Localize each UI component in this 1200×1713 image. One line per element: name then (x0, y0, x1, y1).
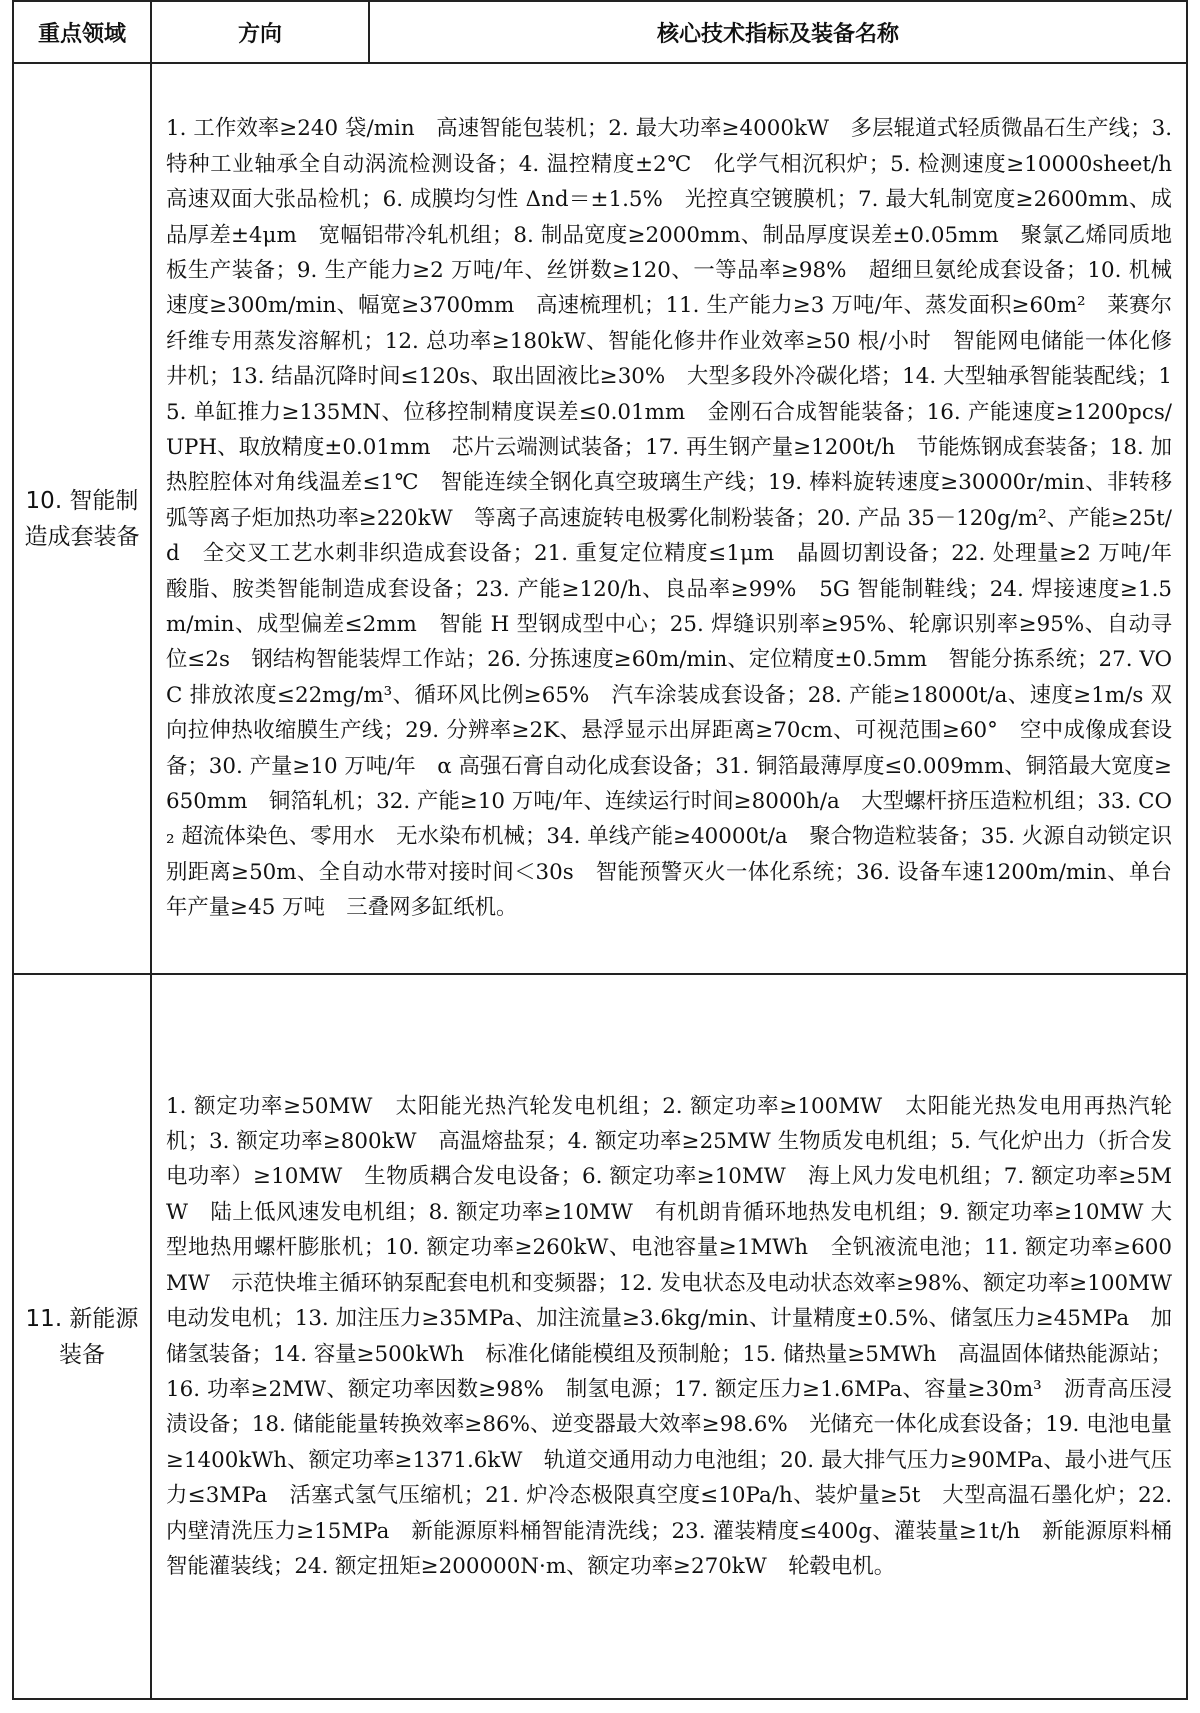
content-cell: 1. 额定功率≥50MW 太阳能光热汽轮发电机组；2. 额定功率≥100MW 太阳能光热发电用再热汽轮机；3. 额定功率≥800kW 高温熔盐泵；4. 额定功率≥25MW 生物质发电机组；5. 气化炉出力（折合发电功率）≥10MW 生物质耦合发电设备；6. 额定功率≥10MW 海上风力发电机组；7. 额定功率≥5MW 陆上低风速发电机组；8. 额定功率≥10MW 有机朗肯循环地热发电机组；9. 额定功率≥10MW 大型地热用螺杆膨胀机；10. 额定功率≥260kW、电池容量≥1MWh 全钒液流电池；11. 额定功率≥600MW 示范快堆主循环钠泵配套电机和变频器；12. 发电状态及电动状态效率≥98%、额定功率≥100MW 电动发电机；13. 加注压力≥35MPa、加注流量≥3.6kg/min、计量精度±0.5%、储氢压力≥45MPa 加储氢装备；14. 容量≥500kWh 标准化储能模组及预制舱；15. 储热量≥5MWh 高温固体储热能源站；16. 功率≥2MW、额定功率因数≥98% 制氢电源；17. 额定压力≥1.6MPa、容量≥30m³ 沥青高压浸渍设备；18. 储能能量转换效率≥86%、逆变器最大效率≥98.6% 光储充一体化成套设备；19. 电池电量≥1400kWh、额定功率≥1371.6kW 轨道交通用动力电池组；20. 最大排气压力≥90MPa、最小进气压力≤3MPa 活塞式氢气压缩机；21. 炉冷态极限真空度≤10Pa/h、装炉量≥5t 大型高温石墨化炉；22. 内壁清洗压力≥15MPa 新能源原料桶智能清洗线；23. 灌装精度≤400g、灌装量≥1t/h 新能源原料桶智能灌装线；24. 额定扭矩≥200000N·m、额定功率≥270kW 轮毂电机。 (151, 974, 1187, 1699)
table-row (13, 974, 1187, 1699)
header-area: 重点领域 (13, 1, 151, 63)
area-cell: 10. 智能制造成套装备 (13, 63, 151, 974)
area-cell: 11. 新能源装备 (13, 974, 151, 1699)
equipment-table (12, 0, 1194, 1700)
header-direction: 方向 (151, 1, 369, 63)
table-row (13, 63, 1187, 974)
content-cell: 1. 工作效率≥240 袋/min 高速智能包装机；2. 最大功率≥4000kW 多层辊道式轻质微晶石生产线；3. 特种工业轴承全自动涡流检测设备；4. 温控精度±2℃ 化学气相沉积炉；5. 检测速度≥10000sheet/h 高速双面大张品检机；6. 成膜均匀性 Δnd＝±1.5% 光控真空镀膜机；7. 最大轧制宽度≥2600mm、成品厚差±4μm 宽幅铝带冷轧机组；8. 制品宽度≥2000mm、制品厚度误差±0.05mm 聚氯乙烯同质地板生产装备；9. 生产能力≥2 万吨/年、丝饼数≥120、一等品率≥98% 超细旦氨纶成套设备；10. 机械速度≥300m/min、幅宽≥3700mm 高速梳理机；11. 生产能力≥3 万吨/年、蒸发面积≥60m² 莱赛尔纤维专用蒸发溶解机；12. 总功率≥180kW、智能化修井作业效率≥50 根/小时 智能网电储能一体化修井机；13. 结晶沉降时间≤120s、取出固液比≥30% 大型多段外冷碳化塔；14. 大型轴承智能装配线；15. 单缸推力≥135MN、位移控制精度误差≤0.01mm 金刚石合成智能装备；16. 产能速度≥1200pcs/UPH、取放精度±0.01mm 芯片云端测试装备；17. 再生钢产量≥1200t/h 节能炼钢成套装备；18. 加热腔腔体对角线温差≤1℃ 智能连续全钢化真空玻璃生产线；19. 棒料旋转速度≥30000r/min、非转移弧等离子炬加热功率≥220kW 等离子高速旋转电极雾化制粉装备；20. 产品 35－120g/m²、产能≥25t/d 全交叉工艺水刺非织造成套设备；21. 重复定位精度≤1μm 晶圆切割设备；22. 处理量≥2 万吨/年 酸脂、胺类智能制造成套设备；23. 产能≥120/h、良品率≥99% 5G 智能制鞋线；24. 焊接速度≥1.5m/min、成型偏差≤2mm 智能 H 型钢成型中心；25. 焊缝识别率≥95%、轮廓识别率≥95%、自动寻位≤2s 钢结构智能装焊工作站；26. 分拣速度≥60m/min、定位精度±0.5mm 智能分拣系统；27. VOC 排放浓度≤22mg/m³、循环风比例≥65% 汽车涂装成套设备；28. 产能≥18000t/a、速度≥1m/s 双向拉伸热收缩膜生产线；29. 分辨率≥2K、悬浮显示出屏距离≥70cm、可视范围≥60° 空中成像成套设备；30. 产量≥10 万吨/年 α 高强石膏自动化成套设备；31. 铜箔最薄厚度≤0.009mm、铜箔最大宽度≥650mm 铜箔轧机；32. 产能≥10 万吨/年、连续运行时间≥8000h/a 大型螺杆挤压造粒机组；33. CO₂ 超流体染色、零用水 无水染布机械；34. 单线产能≥40000t/a 聚合物造粒装备；35. 火源自动锁定识别距离≥50m、全自动水带对接时间＜30s 智能预警灭火一体化系统；36. 设备车速1200m/min、单台年产量≥45 万吨 三叠网多缸纸机。 (151, 63, 1187, 974)
header-core: 核心技术指标及装备名称 (369, 1, 1187, 63)
table-header-row (13, 1, 1187, 63)
